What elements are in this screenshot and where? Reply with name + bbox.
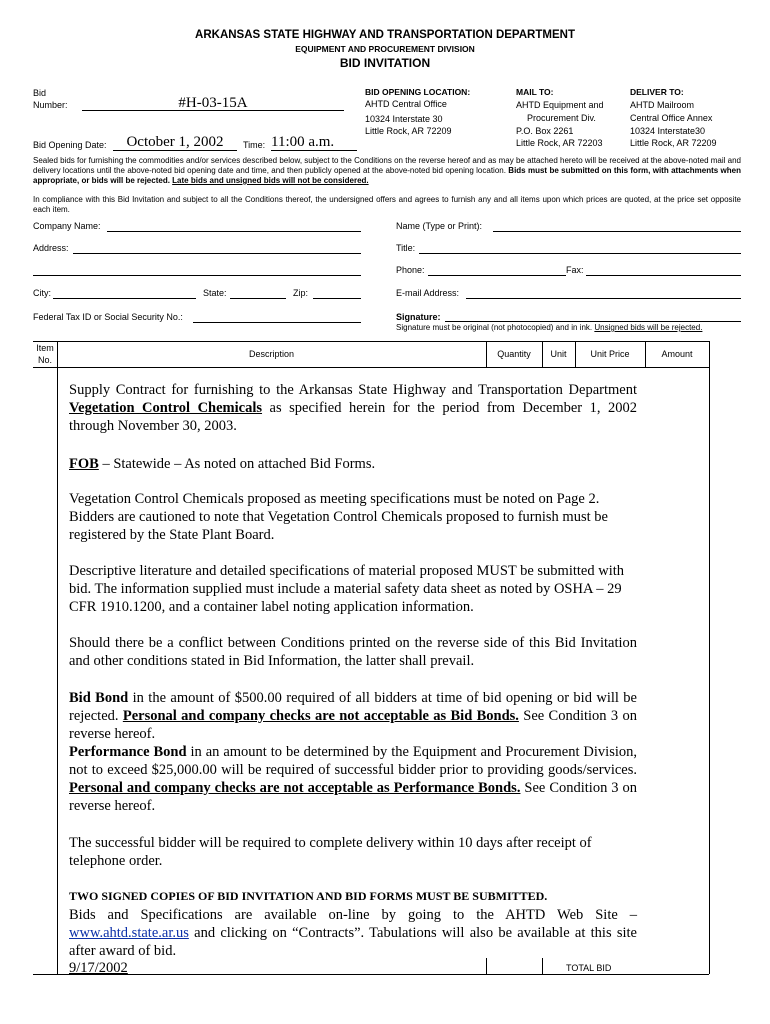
supply-contract-text-b: as specified herein for the period from December 1, 2002 through November 30, 2003.	[69, 400, 638, 434]
quantity-header: Quantity	[497, 349, 531, 359]
title-label: Title:	[396, 243, 416, 253]
division-title: EQUIPMENT AND PROCUREMENT DIVISION	[295, 44, 475, 54]
time-label: Time:	[243, 140, 266, 150]
amount-header: Amount	[661, 349, 693, 359]
tax-id-field[interactable]	[193, 322, 361, 323]
compliance-text: In compliance with this Bid Invitation and subject to all the Conditions thereof, the undersigned offers and agrees to furnish any and all items upon which prices are quoted, at the price set opposite each item.	[33, 195, 741, 214]
tax-id-label: Federal Tax ID or Social Security No.:	[33, 312, 183, 322]
bid-bond-paragraph	[69, 689, 637, 743]
page-title: BID INVITATION	[339, 56, 431, 70]
description-header: Description	[248, 349, 295, 359]
online-text-b: and clicking on “Contracts”. Tabulations will also be available at this site after award of bid.	[69, 925, 637, 959]
total-bid-label: TOTAL BID	[566, 963, 612, 973]
deliver-to-line4: Little Rock, AR 72209	[630, 138, 717, 148]
notice-underlined: Late bids and unsigned bids will not be considered.	[172, 176, 369, 185]
fob-paragraph	[69, 455, 637, 473]
signature-label: Signature:	[396, 312, 441, 322]
fob-label: FOB	[69, 456, 99, 472]
notice-bold: Bids must be submitted on this form, with attachments when appropriate, or bids will be rejected.	[33, 166, 741, 185]
deliver-to-line3: 10324 Interstate30	[630, 126, 706, 136]
two-signed-copies-notice: TWO SIGNED COPIES OF BID INVITATION AND BID FORMS MUST BE SUBMITTED.	[69, 889, 548, 903]
time-underline	[271, 150, 357, 151]
signature-note-underlined: Unsigned bids will be rejected.	[594, 323, 703, 332]
performance-bond-label: Performance Bond	[69, 744, 187, 760]
number-label: Number:	[33, 100, 68, 110]
signature-note	[396, 323, 702, 332]
bid-bond-end: See Condition 3 on reverse hereof.	[69, 708, 637, 742]
opening-location-line2: 10324 Interstate 30	[365, 114, 443, 124]
bid-label: Bid	[33, 88, 47, 98]
conflict-paragraph: Should there be a conflict between Conditions printed on the reverse side of this Bid Invitation and other conditions stated in Bid Information, the latter shall prevail.	[69, 635, 637, 669]
company-name-field[interactable]	[107, 231, 361, 232]
phone-field[interactable]	[428, 275, 566, 276]
opening-location-line3: Little Rock, AR 72209	[365, 126, 452, 136]
online-paragraph	[69, 906, 637, 960]
fax-label: Fax:	[566, 265, 584, 275]
opening-date-label: Bid Opening Date:	[33, 140, 107, 150]
opening-date-underline	[113, 150, 237, 151]
delivery-paragraph: The successful bidder will be required to complete delivery within 10 days after receipt of telephone order.	[69, 835, 592, 869]
unit-price-header: Unit Price	[590, 349, 630, 359]
unit-header: Unit	[550, 349, 567, 359]
ahtd-website-link[interactable]: www.ahtd.state.ar.us	[69, 925, 189, 941]
vegetation-control-chemicals: Vegetation Control Chemicals	[69, 400, 263, 416]
item-no-header-2: No.	[37, 355, 52, 365]
fax-field[interactable]	[586, 275, 741, 276]
title-field[interactable]	[419, 253, 741, 254]
opening-date-value[interactable]: October 1, 2002	[126, 134, 224, 150]
bid-bond-label: Bid Bond	[69, 690, 129, 706]
email-label: E-mail Address:	[396, 288, 460, 298]
mail-to-line4: Little Rock, AR 72203	[516, 138, 603, 148]
department-title: ARKANSAS STATE HIGHWAY AND TRANSPORTATION DEPARTMENT	[195, 29, 575, 41]
state-label: State:	[203, 288, 227, 298]
opening-location-line1: AHTD Central Office	[365, 99, 447, 109]
state-field[interactable]	[230, 298, 286, 299]
contact-name-field[interactable]	[493, 231, 741, 232]
notice-text: Sealed bids for furnishing the commodities and/or services described below, subject to the Conditions on the reverse hereof and as may be attached hereto will be received at the above-noted mail and delivery locations until the above-noted bid opening date and time, and then publicly opened at the above-noted bid opening location.	[33, 156, 741, 175]
mail-to-line3: P.O. Box 2261	[516, 126, 574, 136]
fob-text: – Statewide – As noted on attached Bid Forms.	[98, 456, 376, 472]
phone-label: Phone:	[396, 265, 425, 275]
time-value[interactable]: 11:00 a.m.	[271, 134, 335, 150]
address-field[interactable]	[73, 253, 361, 254]
item-no-header-1: Item	[36, 343, 54, 353]
mail-to-line1: AHTD Equipment and	[516, 100, 604, 110]
contact-name-label: Name (Type or Print):	[396, 221, 483, 231]
address-label: Address:	[33, 243, 69, 253]
deliver-to-line1: AHTD Mailroom	[630, 100, 695, 110]
performance-bond-end: See Condition 3 on reverse hereof.	[69, 780, 638, 814]
col-divider-desc-bottom	[486, 958, 487, 974]
submission-notice	[33, 156, 741, 186]
col-divider-amount	[709, 341, 710, 974]
zip-field[interactable]	[313, 298, 361, 299]
deliver-to-heading: DELIVER TO:	[630, 87, 684, 97]
opening-location-heading: BID OPENING LOCATION:	[365, 87, 471, 97]
email-field[interactable]	[466, 298, 741, 299]
bid-number-underline	[82, 110, 344, 111]
mail-to-heading: MAIL TO:	[516, 87, 554, 97]
bid-bond-text: in the amount of $500.00 required of all bidders at time of bid opening or bid will be rejected.	[69, 690, 637, 724]
table-bottom-border	[33, 974, 709, 975]
bid-bond-warning: Personal and company checks are not acceptable as Bid Bonds.	[122, 708, 519, 724]
supply-contract-paragraph	[69, 381, 637, 435]
table-top-border	[33, 341, 709, 342]
supply-contract-text-a: Supply Contract for furnishing to the Arkansas State Highway and Transportation Department	[69, 382, 637, 398]
signature-note-text: Signature must be original (not photocopied) and in ink.	[396, 323, 593, 332]
performance-bond-text: in an amount to be determined by the Equipment and Procurement Division, not to exceed $25,000.00 will be required of successful bidder prior to providing goods/services.	[69, 744, 637, 778]
online-text-a: Bids and Specifications are available on-line by going to the AHTD Web Site –	[69, 907, 637, 923]
specifications-paragraph: Vegetation Control Chemicals proposed as meeting specifications must be noted on Page 2. Bidders are cautioned to note that Vegetation Control Chemicals proposed to furnish must be registered by the State Plant Board.	[69, 491, 608, 543]
city-field[interactable]	[53, 298, 196, 299]
city-label: City:	[33, 288, 51, 298]
document-date: 9/17/2002	[69, 960, 128, 976]
deliver-to-line2: Central Office Annex	[630, 113, 713, 123]
signature-field[interactable]	[445, 321, 741, 322]
performance-bond-warning: Personal and company checks are not acceptable as Performance Bonds.	[69, 780, 521, 796]
col-divider-qty-bottom	[542, 958, 543, 974]
performance-bond-paragraph	[69, 743, 637, 815]
zip-label: Zip:	[293, 288, 309, 298]
col-divider-item	[57, 341, 58, 974]
address-line2-field[interactable]	[33, 275, 361, 276]
literature-paragraph: Descriptive literature and detailed specifications of material proposed MUST be submitted with bid. The information supplied must include a material safety data sheet as noted by OSHA – 29 CFR 1910.1200, and a container label noting application information.	[69, 563, 625, 615]
table-header-border	[33, 367, 709, 368]
mail-to-line2: Procurement Div.	[527, 113, 596, 123]
company-name-label: Company Name:	[33, 221, 101, 231]
bid-number-value[interactable]: #H-03-15A	[178, 95, 248, 111]
